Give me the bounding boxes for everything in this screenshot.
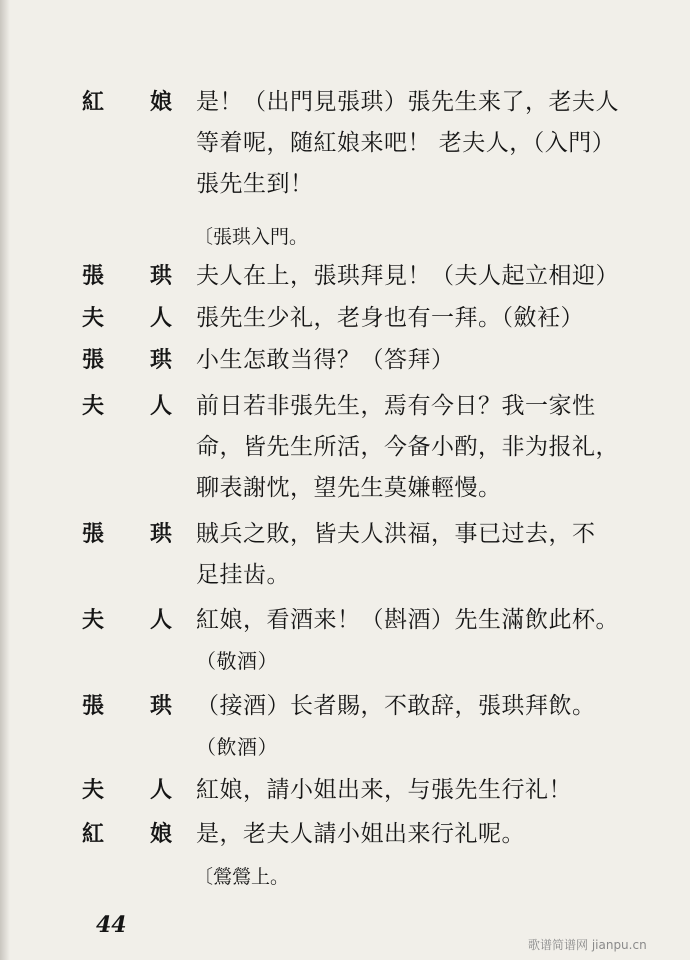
dialogue-line: 聊表謝忱，望先生莫嫌輕慢。 xyxy=(196,475,502,501)
speaker-name xyxy=(82,82,172,123)
dialogue-text xyxy=(196,814,666,855)
dialogue-line: 是，老夫人請小姐出来行礼呢。 xyxy=(196,821,525,847)
speaker-char: 珙 xyxy=(149,693,172,719)
speaker-char: 娘 xyxy=(149,821,172,847)
dialogue-line: 等着呢，随紅娘来吧！ 老夫人，（入門） xyxy=(196,130,616,156)
page-number: 44 xyxy=(96,912,127,938)
speaker-char: 紅 xyxy=(82,89,105,115)
speaker-char: 夫 xyxy=(82,777,105,803)
speaker-char: 珙 xyxy=(149,521,172,547)
dialogue-line: 紅娘，看酒来！（斟酒）先生滿飲此杯。 xyxy=(196,607,619,633)
watermark: 歌谱简谱网 jianpu.cn xyxy=(528,938,647,952)
speaker-char: 夫 xyxy=(82,393,105,419)
dialogue-line: （飲酒） xyxy=(196,735,278,759)
speaker-char: 珙 xyxy=(149,347,172,373)
speaker-char: 張 xyxy=(82,693,105,719)
speaker-name xyxy=(82,514,172,555)
speaker-char: 人 xyxy=(149,607,172,633)
speaker-char: 紅 xyxy=(82,821,105,847)
speaker-name xyxy=(82,814,172,855)
speaker-char: 人 xyxy=(149,777,172,803)
speaker-name xyxy=(82,340,172,381)
speaker-char: 夫 xyxy=(82,305,105,331)
speaker-char: 人 xyxy=(149,305,172,331)
dialogue-text xyxy=(196,386,666,509)
dialogue-line: （敬酒） xyxy=(196,649,278,673)
page-edge-shadow xyxy=(0,0,10,960)
dialogue-text xyxy=(196,256,666,297)
stage-direction: 〔鶯鶯上。 xyxy=(194,866,290,888)
dialogue-line: 夫人在上，張珙拜見！（夫人起立相迎） xyxy=(196,263,619,289)
dialogue-line: （接酒）长者賜，不敢辞，張珙拜飲。 xyxy=(196,693,596,719)
speaker-char: 娘 xyxy=(149,89,172,115)
speaker-char: 人 xyxy=(149,393,172,419)
speaker-char: 張 xyxy=(82,521,105,547)
speaker-name xyxy=(82,386,172,427)
speaker-name xyxy=(82,256,172,297)
dialogue-line: 前日若非張先生，焉有今日？我一家性 xyxy=(196,393,596,419)
dialogue-line: 張先生少礼，老身也有一拜。（斂衽） xyxy=(196,305,584,331)
speaker-name xyxy=(82,686,172,727)
speaker-name xyxy=(82,298,172,339)
speaker-name xyxy=(82,600,172,641)
dialogue-line: 張先生到！ xyxy=(196,171,314,197)
speaker-char: 張 xyxy=(82,347,105,373)
dialogue-text xyxy=(196,770,666,811)
stage-direction: 〔張珙入門。 xyxy=(194,226,309,248)
dialogue-line: 賊兵之敗，皆夫人洪福，事已过去，不 xyxy=(196,521,596,547)
dialogue-text xyxy=(196,686,666,768)
dialogue-text xyxy=(196,82,666,205)
speaker-char: 珙 xyxy=(149,263,172,289)
dialogue-text xyxy=(196,340,666,381)
dialogue-text xyxy=(196,514,666,596)
speaker-char: 夫 xyxy=(82,607,105,633)
dialogue-line: 小生怎敢当得？（答拜） xyxy=(196,347,455,373)
dialogue-line: 命，皆先生所活，今备小酌，非为报礼， xyxy=(196,434,619,460)
dialogue-line: 紅娘，請小姐出来，与張先生行礼！ xyxy=(196,777,572,803)
dialogue-text xyxy=(196,298,666,339)
speaker-char: 張 xyxy=(82,263,105,289)
dialogue-line: 是！（出門見張珙）張先生来了，老夫人 xyxy=(196,89,619,115)
dialogue-line: 足挂齿。 xyxy=(196,562,290,588)
speaker-name xyxy=(82,770,172,811)
dialogue-text xyxy=(196,600,666,682)
